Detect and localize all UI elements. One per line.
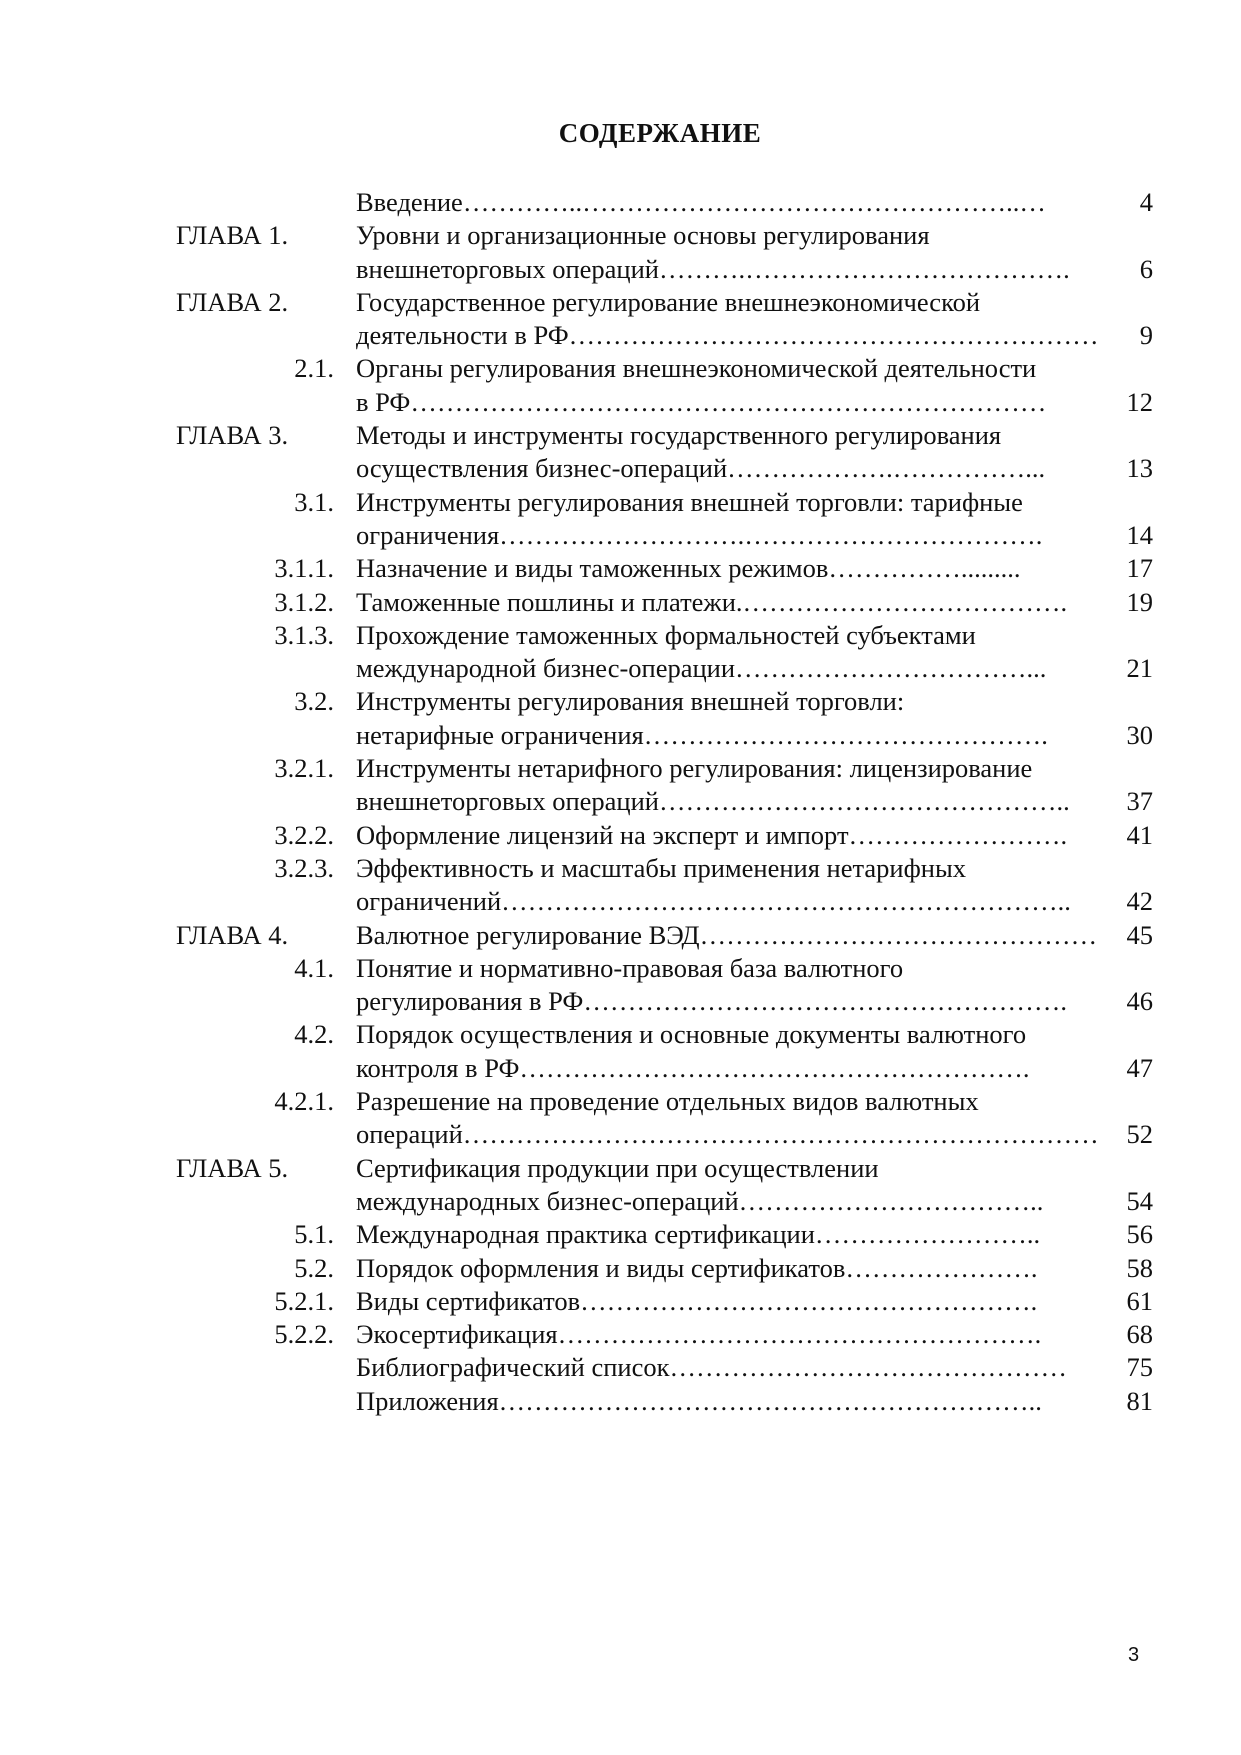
toc-entry-title: международных бизнес-операций…………………………….. [356, 1185, 1044, 1216]
toc-entry-title: Экосертификация………………………………………………. [356, 1319, 1042, 1350]
toc-entry [0, 219, 1241, 286]
toc-entry-line [0, 1218, 1241, 1251]
toc-page-number: 37 [1126, 786, 1153, 817]
toc-page-number: 54 [1126, 1185, 1153, 1216]
toc-chapter-label: ГЛАВА 3. [176, 420, 289, 451]
toc-page-number: 6 [1139, 253, 1153, 284]
toc-section-number: 3.2.2. [274, 819, 334, 850]
toc-entry-line [0, 685, 1241, 718]
toc-entry [0, 685, 1241, 752]
toc-entry-line [0, 386, 1241, 419]
toc-entry [0, 1252, 1241, 1285]
toc-chapter-label: ГЛАВА 2. [176, 286, 289, 317]
toc-section-number: 3.2.3. [274, 852, 334, 883]
toc-entry-line [0, 419, 1241, 452]
toc-page-number: 45 [1126, 919, 1153, 950]
toc-entry-line [0, 1018, 1241, 1051]
toc-page-number: 46 [1126, 986, 1153, 1017]
toc-entry [0, 752, 1241, 819]
toc-entry-line [0, 552, 1241, 585]
toc-page-number: 68 [1126, 1319, 1153, 1350]
toc-entry-title: Виды сертификатов……………………………………………. [356, 1285, 1038, 1316]
toc-entry-line [0, 253, 1241, 286]
toc-entry-line [0, 852, 1241, 885]
toc-entry [0, 1351, 1241, 1384]
toc-page-number: 17 [1126, 553, 1153, 584]
toc-entry-line [0, 1185, 1241, 1218]
toc-entry-title: Приложения…………………………………………………….. [356, 1385, 1042, 1416]
toc-entry-title: Методы и инструменты государственного регулирования [356, 420, 1002, 451]
toc-entry [0, 286, 1241, 353]
toc-entry-title: Библиографический список……………………………………… [356, 1352, 1067, 1383]
toc-entry [0, 1018, 1241, 1085]
toc-section-number: 4.1. [294, 952, 334, 983]
toc-section-number: 3.1.3. [274, 619, 334, 650]
toc-entry-line [0, 952, 1241, 985]
toc-entry-title: внешнеторговых операций……………………………………….. [356, 786, 1070, 817]
toc-page-number: 4 [1139, 187, 1153, 217]
footer-page-number: 3 [1128, 1644, 1140, 1666]
toc-entry-line [0, 819, 1241, 852]
toc-section-number: 5.2.2. [274, 1319, 334, 1350]
toc-section-number: 3.2. [294, 686, 334, 717]
toc-entry-title: Инструменты нетарифного регулирования: лицензирование [356, 753, 1033, 784]
toc-page-number: 58 [1126, 1252, 1153, 1283]
toc-page-number: 42 [1126, 886, 1153, 917]
toc-entry-title: Порядок оформления и виды сертификатов…………………. [356, 1252, 1038, 1283]
toc-entry-line [0, 586, 1241, 619]
toc-entry-title: Сертификация продукции при осуществлении [356, 1152, 879, 1183]
toc-entry-line [0, 1385, 1241, 1418]
toc-entry-line [0, 1285, 1241, 1318]
page-title: СОДЕРЖАНИЕ [558, 118, 762, 148]
toc-entry-title: Органы регулирования внешнеэкономической деятельности [356, 353, 1037, 384]
toc-entry [0, 1385, 1241, 1418]
toc-entry [0, 1285, 1241, 1318]
toc-entry-line [0, 752, 1241, 785]
toc-entry [0, 919, 1241, 952]
table-of-contents [0, 186, 1241, 1418]
toc-entry-line [0, 1351, 1241, 1384]
toc-section-number: 5.2.1. [274, 1285, 334, 1316]
toc-entry-title: контроля в РФ…………………………………………………. [356, 1052, 1030, 1083]
toc-entry [0, 952, 1241, 1019]
toc-entry [0, 1218, 1241, 1251]
toc-entry-title: Порядок осуществления и основные документы валютного [356, 1019, 1027, 1050]
toc-entry-title: в РФ……………………………………………………………… [356, 386, 1047, 417]
toc-page-number: 52 [1126, 1119, 1153, 1150]
toc-entry-title: Разрешение на проведение отдельных видов валютных [356, 1086, 979, 1117]
toc-entry-title: ограничения……………………….……………………………. [356, 519, 1043, 550]
toc-entry-title: Инструменты регулирования внешней торговли: тарифные [356, 486, 1023, 517]
toc-entry-title: Эффективность и масштабы применения нетарифных [356, 852, 967, 883]
toc-entry [0, 819, 1241, 852]
toc-entry-title: внешнеторговых операций……….………………………………. [356, 253, 1070, 284]
toc-entry-line [0, 1318, 1241, 1351]
toc-page-number: 14 [1126, 519, 1153, 550]
toc-section-number: 3.2.1. [274, 753, 334, 784]
toc-page-number: 81 [1126, 1385, 1153, 1416]
toc-entry [0, 552, 1241, 585]
toc-entry-line [0, 486, 1241, 519]
toc-page-number: 21 [1126, 653, 1153, 684]
toc-page-number: 12 [1126, 386, 1153, 417]
toc-section-number: 3.1.1. [274, 553, 334, 584]
toc-entry-line [0, 1052, 1241, 1085]
toc-entry [0, 852, 1241, 919]
toc-entry-line [0, 885, 1241, 918]
toc-entry [0, 486, 1241, 553]
toc-page-number: 75 [1126, 1352, 1153, 1383]
toc-entry-line [0, 919, 1241, 952]
toc-section-number: 5.1. [294, 1219, 334, 1250]
toc-entry [0, 619, 1241, 686]
toc-page-number: 61 [1126, 1285, 1153, 1316]
toc-section-number: 5.2. [294, 1252, 334, 1283]
toc-entry-title: международной бизнес-операции……………………………... [356, 653, 1047, 684]
toc-entry-title: регулирования в РФ………………………………………………. [356, 986, 1067, 1017]
toc-page-number: 13 [1126, 453, 1153, 484]
toc-entry [0, 1318, 1241, 1351]
toc-chapter-label: ГЛАВА 1. [176, 220, 289, 251]
toc-page-number: 19 [1126, 586, 1153, 617]
toc-page-number: 47 [1126, 1052, 1153, 1083]
toc-entry-line [0, 719, 1241, 752]
toc-entry-line [0, 1152, 1241, 1185]
toc-entry-line [0, 286, 1241, 319]
toc-entry-line [0, 186, 1241, 219]
toc-entry-title: нетарифные ограничения………………………………………. [356, 719, 1048, 750]
toc-entry-line [0, 219, 1241, 252]
toc-entry-title: Международная практика сертификации…………………….. [356, 1219, 1041, 1250]
toc-entry-title: Государственное регулирование внешнеэкономической [356, 286, 981, 317]
toc-entry-line [0, 1085, 1241, 1118]
toc-entry [0, 419, 1241, 486]
toc-entry-line [0, 985, 1241, 1018]
toc-chapter-label: ГЛАВА 4. [176, 919, 289, 950]
toc-entry-line [0, 352, 1241, 385]
toc-section-number: 4.2.1. [274, 1086, 334, 1117]
toc-entry [0, 352, 1241, 419]
toc-page-number: 9 [1139, 320, 1153, 351]
toc-entry-title: Введение…………..…………………………………………..… [356, 187, 1046, 217]
toc-section-number: 3.1.2. [274, 586, 334, 617]
toc-section-number: 3.1. [294, 486, 334, 517]
toc-entry [0, 586, 1241, 619]
toc-entry-line [0, 519, 1241, 552]
toc-entry-line [0, 319, 1241, 352]
toc-entry-title: Таможенные пошлины и платежи.………………………………. [356, 586, 1068, 617]
toc-entry-title: операций……………………………………………………………… [356, 1119, 1099, 1150]
toc-entry-line [0, 785, 1241, 818]
toc-entry-line [0, 452, 1241, 485]
toc-entry [0, 186, 1241, 219]
toc-entry-title: Оформление лицензий на эксперт и импорт……………………. [356, 819, 1068, 850]
toc-entry-line [0, 1118, 1241, 1151]
toc-entry-title: Прохождение таможенных формальностей субъектами [356, 619, 976, 650]
toc-chapter-label: ГЛАВА 5. [176, 1152, 289, 1183]
toc-page-number: 41 [1126, 819, 1153, 850]
toc-entry-title: ограничений……………………………………………………….. [356, 886, 1071, 917]
toc-section-number: 4.2. [294, 1019, 334, 1050]
toc-entry-line [0, 619, 1241, 652]
toc-section-number: 2.1. [294, 353, 334, 384]
toc-entry-title: Назначение и виды таможенных режимов……………......... [356, 553, 1021, 584]
toc-page-number: 30 [1126, 719, 1153, 750]
toc-entry-title: Валютное регулирование ВЭД……………………………………… [356, 919, 1098, 950]
toc-entry-title: осуществления бизнес-операций……………….……………... [356, 453, 1046, 484]
toc-entry [0, 1152, 1241, 1219]
toc-entry-title: Уровни и организационные основы регулирования [356, 220, 930, 251]
toc-page-number: 56 [1126, 1219, 1153, 1250]
toc-entry [0, 1085, 1241, 1152]
toc-entry-line [0, 1252, 1241, 1285]
toc-entry-line [0, 652, 1241, 685]
toc-entry-title: Инструменты регулирования внешней торговли: [356, 686, 905, 717]
toc-entry-title: Понятие и нормативно-правовая база валютного [356, 952, 904, 983]
toc-entry-title: деятельности в РФ…………………………………………………… [356, 320, 1099, 351]
